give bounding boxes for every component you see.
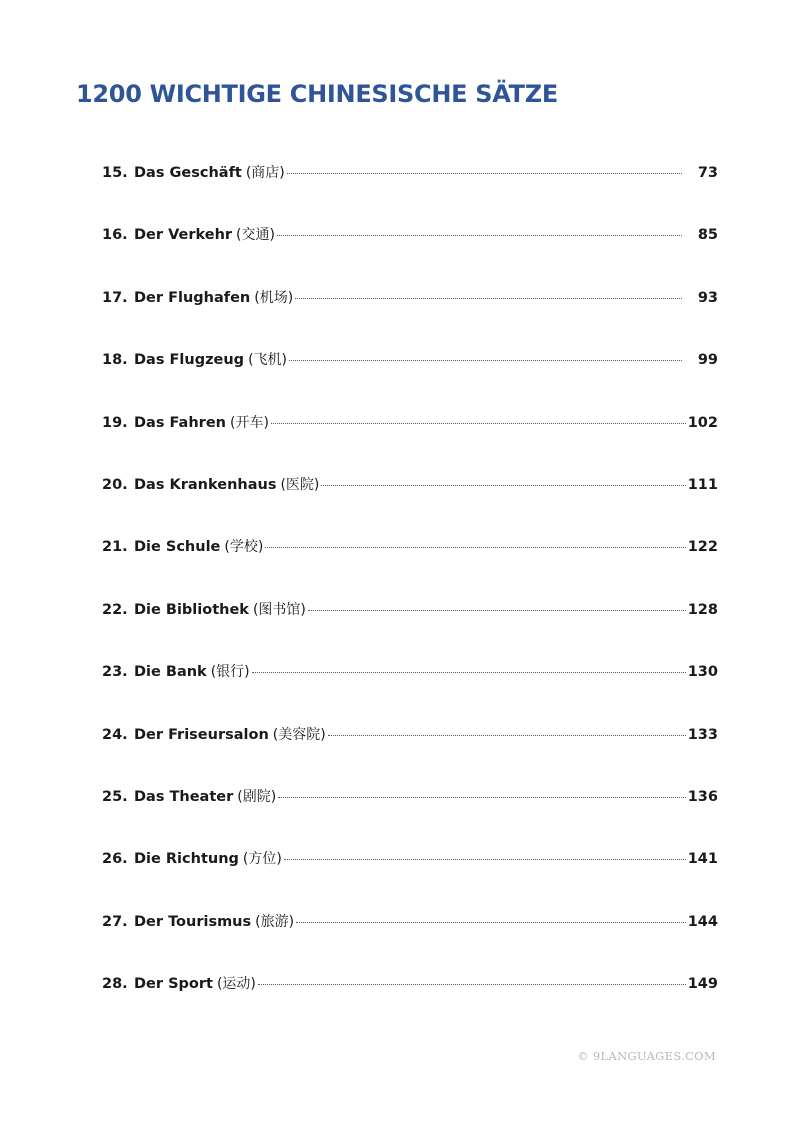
toc-entry-number: 22. <box>102 601 128 618</box>
toc-entry-title: Das Flugzeug <box>134 352 245 369</box>
dot-leader <box>308 609 686 611</box>
table-of-contents <box>102 160 718 1033</box>
toc-entry[interactable] <box>102 160 718 222</box>
toc-entry-chinese: (银行) <box>210 664 250 681</box>
toc-entry[interactable] <box>102 659 718 721</box>
toc-entry[interactable] <box>102 971 718 1033</box>
toc-entry-title: Der Flughafen <box>134 289 251 306</box>
toc-entry[interactable] <box>102 347 718 409</box>
toc-entry-page-number: 73 <box>697 165 718 181</box>
toc-entry-page-number: 149 <box>687 976 718 993</box>
toc-entry-title: Das Theater <box>134 788 234 805</box>
toc-entry-page-number: 141 <box>687 851 718 868</box>
toc-entry[interactable] <box>102 846 718 908</box>
dot-leader <box>295 297 682 299</box>
dot-leader <box>277 234 682 236</box>
toc-entry-title: Die Bibliothek <box>134 601 249 618</box>
toc-entry-chinese: (机场) <box>254 289 294 306</box>
toc-entry[interactable] <box>102 784 718 846</box>
toc-entry-number: 25. <box>102 788 128 805</box>
toc-entry-number: 15. <box>102 165 128 181</box>
toc-entry-chinese: (学校) <box>224 539 264 556</box>
toc-entry[interactable] <box>102 909 718 971</box>
toc-entry-number: 18. <box>102 352 128 369</box>
toc-entry-chinese: (交通) <box>236 227 275 244</box>
toc-entry-number: 17. <box>102 289 128 306</box>
toc-entry-chinese: (运动) <box>216 976 256 993</box>
dot-leader <box>328 734 686 736</box>
toc-entry[interactable] <box>102 597 718 659</box>
toc-entry-number: 26. <box>102 851 128 868</box>
toc-entry-page-number: 99 <box>697 352 718 369</box>
toc-entry-title: Der Verkehr <box>134 227 233 244</box>
dot-leader <box>265 546 685 548</box>
toc-entry-number: 28. <box>102 976 128 993</box>
toc-entry[interactable] <box>102 410 718 472</box>
toc-entry-title: Der Sport <box>134 976 213 993</box>
toc-entry-page-number: 133 <box>687 726 718 743</box>
dot-leader <box>258 983 686 985</box>
dot-leader <box>289 359 682 361</box>
toc-entry-number: 23. <box>102 664 128 681</box>
toc-entry[interactable] <box>102 534 718 596</box>
toc-entry-page-number: 136 <box>687 788 718 805</box>
toc-entry-chinese: (剧院) <box>237 788 277 805</box>
toc-entry-title: Das Geschäft <box>134 165 242 181</box>
toc-entry[interactable] <box>102 222 718 284</box>
toc-entry-chinese: (方位) <box>242 851 282 868</box>
dot-leader <box>278 796 686 798</box>
toc-entry-chinese: (医院) <box>280 476 320 493</box>
toc-entry-chinese: (商店) <box>245 165 285 181</box>
toc-entry-page-number: 128 <box>687 601 718 618</box>
dot-leader <box>252 671 686 673</box>
toc-entry-number: 16. <box>102 227 128 244</box>
toc-entry-page-number: 93 <box>697 289 718 306</box>
toc-entry-number: 24. <box>102 726 128 743</box>
toc-entry-page-number: 130 <box>687 664 718 681</box>
toc-entry-number: 27. <box>102 913 128 930</box>
toc-entry-title: Der Friseursalon <box>134 726 269 743</box>
toc-entry-page-number: 85 <box>697 227 718 244</box>
toc-entry-page-number: 122 <box>687 539 718 556</box>
toc-entry-page-number: 111 <box>687 476 718 493</box>
toc-entry-chinese: (美容院) <box>272 726 326 743</box>
dot-leader <box>271 422 686 424</box>
toc-entry-chinese: (旅游) <box>255 913 295 930</box>
toc-entry-chinese: (飞机) <box>248 352 287 369</box>
toc-entry-title: Die Richtung <box>134 851 239 868</box>
dot-leader <box>284 858 686 860</box>
toc-entry-number: 20. <box>102 476 128 493</box>
toc-entry-chinese: (图书馆) <box>252 601 306 618</box>
toc-entry-title: Der Tourismus <box>134 913 252 930</box>
toc-entry-chinese: (开车) <box>229 414 269 431</box>
toc-entry[interactable] <box>102 285 718 347</box>
toc-entry-title: Das Fahren <box>134 414 226 431</box>
toc-entry[interactable] <box>102 722 718 784</box>
toc-entry-title: Das Krankenhaus <box>134 476 277 493</box>
dot-leader <box>321 484 685 486</box>
toc-entry-number: 19. <box>102 414 128 431</box>
toc-entry[interactable] <box>102 472 718 534</box>
dot-leader <box>296 921 686 923</box>
toc-entry-page-number: 144 <box>687 913 718 930</box>
toc-entry-page-number: 102 <box>687 414 718 431</box>
toc-entry-number: 21. <box>102 539 128 556</box>
document-title: 1200 WICHTIGE CHINESISCHE SÄTZE <box>76 80 558 108</box>
toc-entry-title: Die Schule <box>134 539 221 556</box>
footer-watermark: © 9LANGUAGES.COM <box>577 1049 716 1063</box>
toc-entry-title: Die Bank <box>134 664 207 681</box>
dot-leader <box>287 172 682 174</box>
